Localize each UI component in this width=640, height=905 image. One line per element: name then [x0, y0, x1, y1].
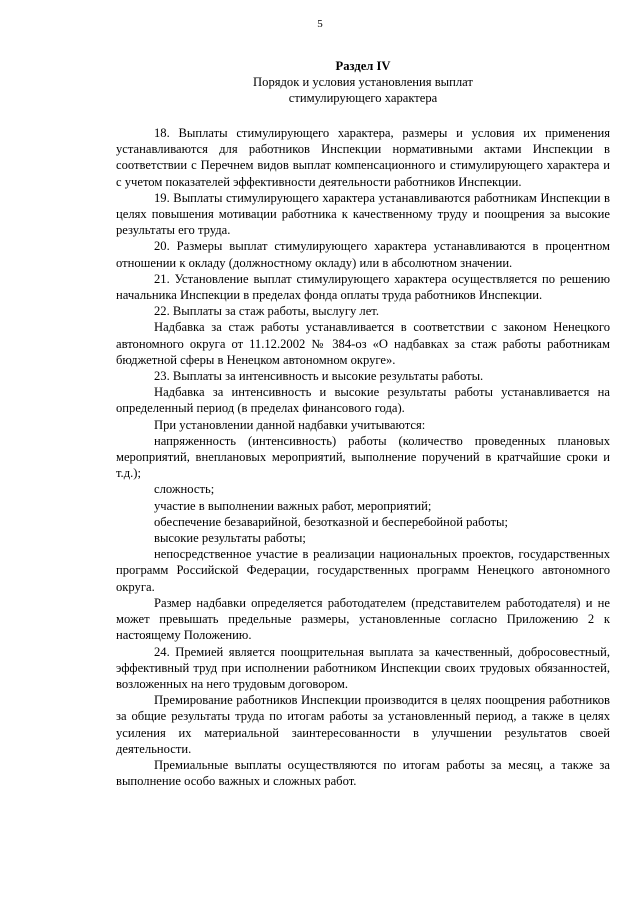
paragraph-21: 21. Установление выплат стимулирующего характера осуществляется по решению начальника Инспекции в пределах фонда оплаты труда работников Инспекции. — [116, 271, 610, 303]
section-subtitle-line-2: стимулирующего характера — [288, 91, 438, 105]
criteria-item-high-results: высокие результаты работы; — [154, 531, 306, 546]
paragraph-23: 23. Выплаты за интенсивность и высокие результаты работы. — [154, 369, 484, 384]
paragraph-24-bonus-purpose: Премирование работников Инспекции производится в целях поощрения работников за общие результаты труда по итогам работы за установленный период, а также в целях усиления их материальной заинтересованности в улучшении результатов своей деятельности. — [116, 693, 610, 756]
paragraph-24: 24. Премией является поощрительная выплата за качественный, добросовестный, эффективный труд при исполнении работником Инспекции своих трудовых обязанностей, возложенных на него трудовым договором. — [116, 644, 610, 691]
criteria-item-reliability: обеспечение безаварийной, безотказной и бесперебойной работы; — [154, 514, 508, 529]
section-title: Раздел IV — [335, 59, 391, 73]
document-body — [116, 125, 610, 789]
paragraph-23-criteria-intro: При установлении данной надбавки учитываются: — [154, 417, 426, 432]
paragraph-19: 19. Выплаты стимулирующего характера устанавливаются работникам Инспекции в целях повышения мотивации работника к качественному труду и поощрения за высокие результаты его труда. — [116, 190, 610, 238]
criteria-item-important-work: участие в выполнении важных работ, мероприятий; — [154, 498, 432, 513]
criteria-item-national-projects: непосредственное участие в реализации национальных проектов, государственных программ Российской Федерации, государственных программ Ненецкого автономного округа. — [116, 547, 610, 594]
paragraph-24-bonus-payments: Премиальные выплаты осуществляются по итогам работы за месяц, а также за выполнение особо важных и сложных работ. — [116, 757, 610, 789]
section-subtitle-line-1: Порядок и условия установления выплат — [253, 75, 473, 89]
page-number: 5 — [317, 18, 323, 30]
paragraph-18: 18. Выплаты стимулирующего характера, размеры и условия их применения устанавливаются для работников Инспекции нормативными актами Инспекции в соответствии с Перечнем видов выплат компенсационного и стимулирующего характера и с учетом показателей эффективности деятельности работников Инспекции. — [116, 126, 610, 189]
section-heading — [116, 58, 610, 106]
criteria-item-complexity: сложность; — [154, 482, 215, 497]
paragraph-20: 20. Размеры выплат стимулирующего характера устанавливаются в процентном отношении к окладу (должностному окладу) или в абсолютном значении. — [116, 239, 610, 270]
paragraph-23-size: Размер надбавки определяется работодателем (представителем работодателя) и не может превышать предельные размеры, установленные согласно Приложению 2 к настоящему Положению. — [116, 595, 610, 643]
paragraph-22: 22. Выплаты за стаж работы, выслугу лет. — [154, 304, 380, 319]
paragraph-22-seniority: Надбавка за стаж работы устанавливается в соответствии с законом Ненецкого автономного округа от 11.12.2002 № 384-оз «О надбавках за стаж работы работникам бюджетной сферы в Ненецком автономном округе». — [116, 320, 610, 367]
criteria-item-intensity: напряженность (интенсивность) работы (количество проведенных плановых мероприятий, внеплановых мероприятий, выполнение поручений в кратчайшие сроки и т.д.); — [116, 433, 610, 481]
paragraph-23-allowance: Надбавка за интенсивность и высокие результаты работы устанавливается на определенный период (в пределах финансового года). — [116, 385, 610, 416]
